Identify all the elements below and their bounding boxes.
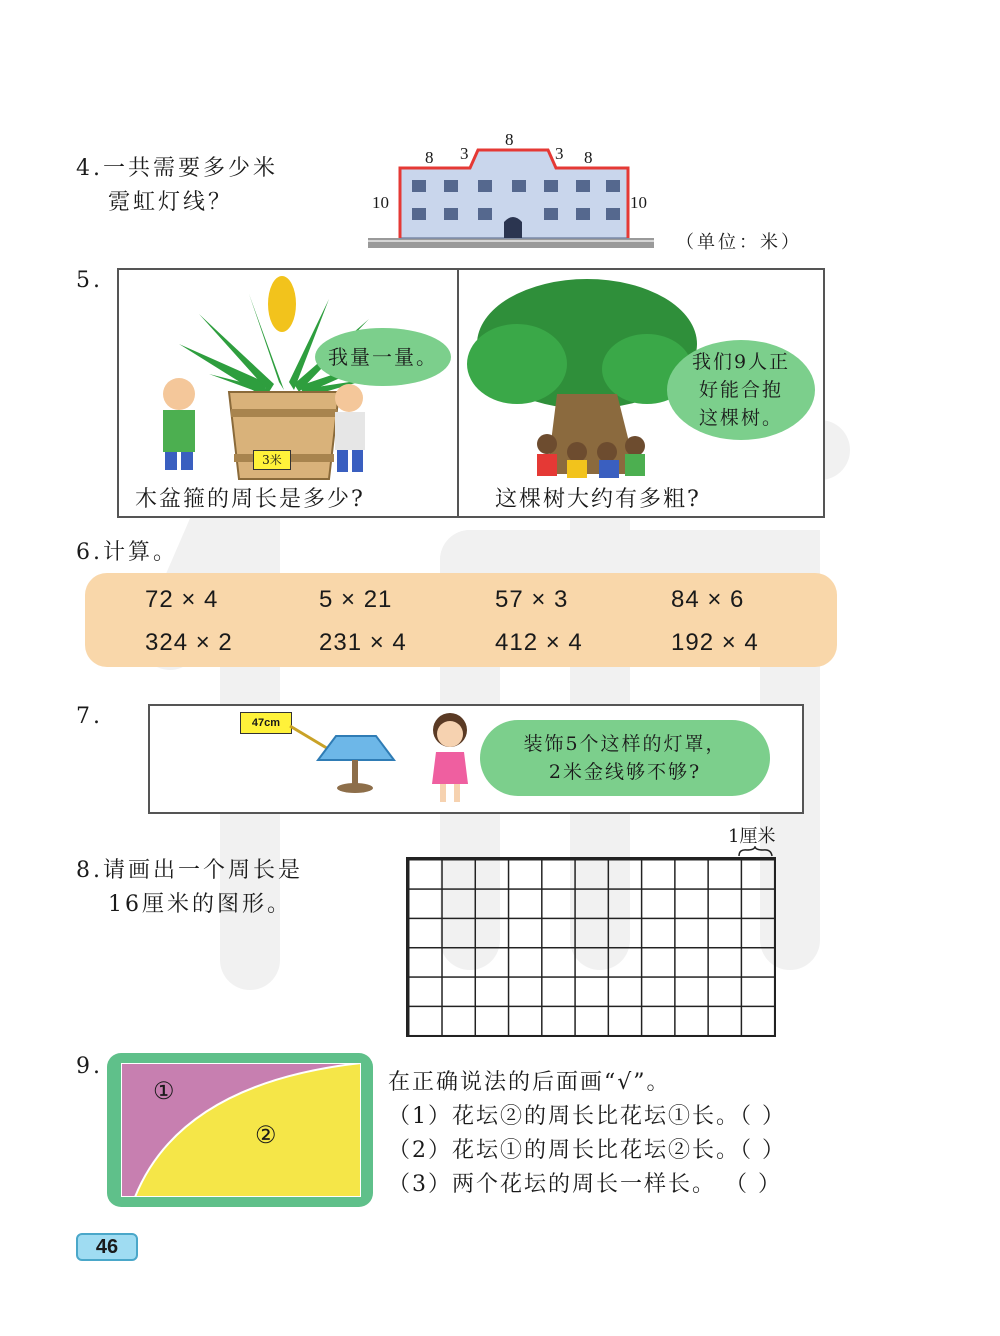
q5-panel [117,268,825,518]
q7-panel [148,704,804,814]
big-tree-illustration [467,274,697,484]
statement-1[interactable]: （1）花坛②的周长比花坛①长。（ ） [388,1104,786,1129]
left-speech-bubble: 我量一量。 [315,328,451,386]
q8-text: 8.请画出一个周长是 16厘米的图形。 [76,858,304,917]
right-speech-bubble: 我们9人正 好能合抱 这棵树。 [667,340,815,440]
q5-number: 5. [76,268,103,293]
calc-item: 231 × 4 [319,629,407,656]
lamp-speech-bubble: 装饰5个这样的灯罩， 2米金线够不够? [480,720,770,796]
q6-title: 6.计算。 [76,540,179,565]
tape-tag: 3米 [253,450,291,470]
q9-statements [388,1066,786,1202]
girl-illustration [420,708,480,808]
flowerbed-2-label: ② [255,1121,277,1149]
dim-left: 10 [372,193,389,212]
statement-3[interactable]: （3）两个花坛的周长一样长。 （ ） [388,1172,782,1197]
flowerbed-illustration [107,1053,373,1207]
left-caption: 木盆箍的周长是多少? [135,487,365,512]
calc-item: 5 × 21 [319,586,393,613]
dim-top-middle: 8 [505,130,514,149]
drawing-grid[interactable] [406,857,776,1037]
q4-text: 4.一共需要多少米 霓虹灯线？ [76,156,279,215]
q9-number: 9. [76,1054,103,1079]
calc-item: 324 × 2 [145,629,233,656]
q7-number: 7. [76,704,103,729]
calc-item: 72 × 4 [145,586,219,613]
calc-item: 57 × 3 [495,586,569,613]
lamp-illustration [280,716,420,800]
dim-step-left: 3 [460,144,469,163]
right-caption: 这棵树大约有多粗? [495,487,701,512]
page-number: 46 [76,1233,138,1261]
panel-divider [457,270,459,516]
flowerbed-1-label: ① [153,1077,175,1105]
dim-top-left: 8 [425,148,434,167]
q9-instruction: 在正确说法的后面画“√”。 [388,1070,671,1095]
calculation-box [85,573,837,667]
dim-top-right: 8 [584,148,593,167]
tape-label: 47cm [240,712,292,734]
scale-label: 1厘米 [728,826,776,847]
dim-step-right: 3 [555,144,564,163]
calc-item: 412 × 4 [495,629,583,656]
unit-label: （单位：米） [676,232,802,253]
dim-right: 10 [630,193,647,212]
calc-item: 192 × 4 [671,629,759,656]
calc-item: 84 × 6 [671,586,745,613]
statement-2[interactable]: （2）花坛①的周长比花坛②长。（ ） [388,1138,786,1163]
